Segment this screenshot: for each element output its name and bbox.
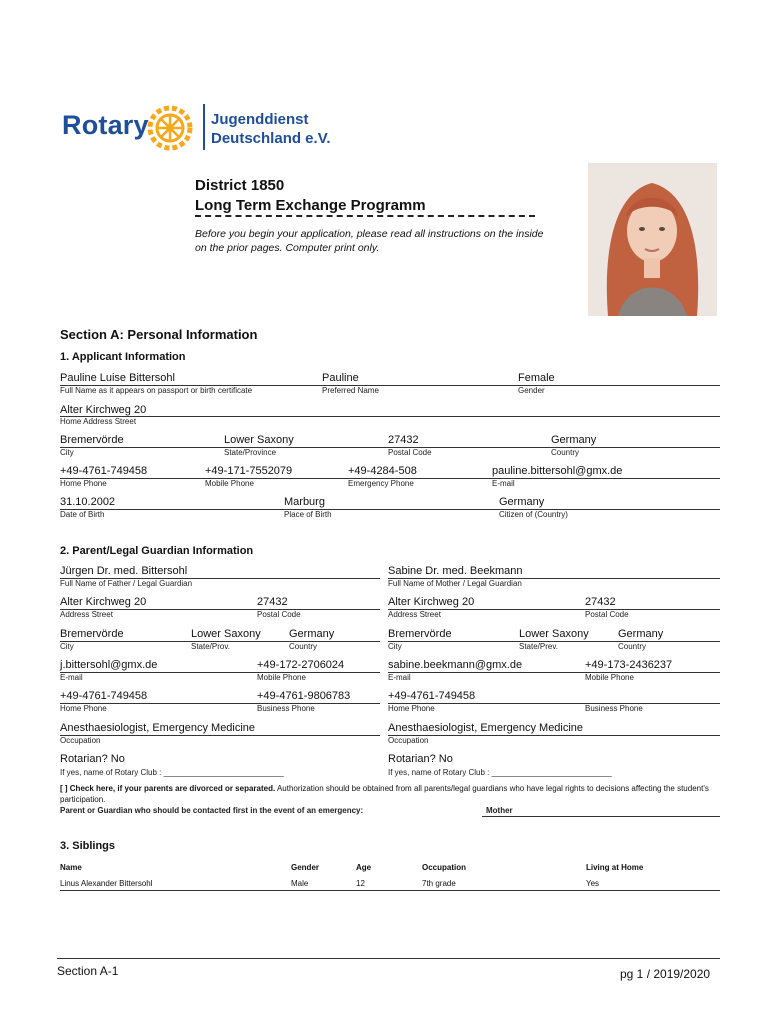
father-business-label: Business Phone	[257, 704, 315, 713]
applicant-mobile: +49-171-7552079	[205, 465, 293, 477]
mother-city: Bremervörde	[388, 628, 452, 640]
siblings-table	[60, 861, 720, 891]
applicant-preferred-name: Pauline	[322, 372, 359, 384]
father-home-phone-label: Home Phone	[60, 704, 107, 713]
postal-label: Postal Code	[388, 448, 432, 457]
applicant-home-phone: +49-4761-749458	[60, 465, 148, 477]
title-divider	[195, 215, 535, 217]
field-line	[388, 735, 720, 736]
emergency-phone-label: Emergency Phone	[348, 479, 414, 488]
divorced-checkbox-text[interactable]: [ ] Check here, if your parents are divorced or separated.	[60, 784, 276, 793]
mother-mobile-label: Mobile Phone	[585, 673, 634, 682]
mother-city-label: City	[388, 642, 402, 651]
mother-state-label: State/Prev.	[519, 642, 558, 651]
mother-street-label: Address Street	[388, 610, 441, 619]
applicant-gender: Female	[518, 372, 555, 384]
father-name: Jürgen Dr. med. Bittersohl	[60, 565, 188, 577]
home-phone-label: Home Phone	[60, 479, 107, 488]
guardian-heading: 2. Parent/Legal Guardian Information	[60, 545, 254, 557]
field-line	[60, 416, 720, 417]
applicant-emergency-phone: +49-4284-508	[348, 465, 417, 477]
sibling-living-at-home: Yes	[586, 874, 720, 891]
state-label: State/Province	[224, 448, 277, 457]
divorced-note	[60, 783, 720, 805]
applicant-heading: 1. Applicant Information	[60, 351, 186, 363]
mother-email: sabine.beekmann@gmx.de	[388, 659, 523, 671]
gender-label: Gender	[518, 386, 545, 395]
field-line	[60, 703, 380, 704]
city-label: City	[60, 448, 74, 457]
col-living: Living at Home	[586, 863, 644, 872]
divorced-note-rest: Authorization should be obtained from all parents/legal guardians who have legal rights to decisions affecting the student's participation.	[60, 784, 709, 804]
logo-subtitle	[211, 110, 331, 148]
col-age: Age	[356, 863, 372, 872]
mother-occupation-label: Occupation	[388, 736, 429, 745]
intro-line1: Before you begin your application, please read all instructions on the inside	[195, 228, 544, 240]
father-street-label: Address Street	[60, 610, 113, 619]
applicant-postal: 27432	[388, 434, 419, 446]
pob-label: Place of Birth	[284, 510, 332, 519]
rotary-logo-text: Rotary	[62, 110, 149, 140]
mother-postal: 27432	[585, 596, 616, 608]
father-postal: 27432	[257, 596, 288, 608]
emergency-contact-value: Mother	[486, 806, 513, 815]
col-occupation: Occupation	[422, 863, 467, 872]
footer-divider	[57, 958, 720, 959]
footer-page: pg 1 / 2019/2020	[620, 967, 711, 981]
full-name-label: Full Name as it appears on passport or birth certificate	[60, 386, 253, 395]
district-title: District 1850	[195, 177, 285, 194]
father-club-label: If yes, name of Rotary Club : ___________________________	[60, 768, 284, 777]
father-postal-label: Postal Code	[257, 610, 301, 619]
applicant-full-name: Pauline Luise Bittersohl	[60, 372, 175, 384]
country-label: Country	[551, 448, 580, 457]
field-line	[60, 735, 380, 736]
sibling-occupation: 7th grade	[422, 874, 586, 891]
sibling-name: Linus Alexander Bittersohl	[60, 874, 291, 891]
field-line	[482, 816, 720, 817]
mother-country-label: Country	[618, 642, 647, 651]
mother-rotarian: Rotarian? No	[388, 753, 453, 765]
mother-email-label: E-mail	[388, 673, 411, 682]
applicant-photo	[588, 163, 717, 316]
street-label: Home Address Street	[60, 417, 137, 426]
applicant-state: Lower Saxony	[224, 434, 294, 446]
field-line	[388, 703, 720, 704]
applicant-country: Germany	[551, 434, 597, 446]
email-label: E-mail	[492, 479, 515, 488]
rotary-wheel-icon	[146, 104, 194, 152]
father-country: Germany	[289, 628, 335, 640]
mother-home-phone: +49-4761-749458	[388, 690, 476, 702]
logo-subtitle-line2: Deutschland e.V.	[211, 130, 331, 147]
father-home-phone: +49-4761-749458	[60, 690, 148, 702]
document-title	[195, 176, 426, 216]
mother-country: Germany	[618, 628, 664, 640]
table-row	[60, 874, 720, 891]
mother-business-label: Business Phone	[585, 704, 643, 713]
applicant-street: Alter Kirchweg 20	[60, 404, 147, 416]
siblings-heading: 3. Siblings	[60, 840, 116, 852]
program-title: Long Term Exchange Programm	[195, 197, 426, 214]
footer-section: Section A-1	[57, 964, 119, 978]
father-business-phone: +49-4761-9806783	[257, 690, 351, 702]
preferred-name-label: Preferred Name	[322, 386, 379, 395]
col-name: Name	[60, 863, 82, 872]
applicant-dob: 31.10.2002	[60, 496, 116, 508]
father-city: Bremervörde	[60, 628, 124, 640]
col-gender: Gender	[291, 863, 320, 872]
father-mobile: +49-172-2706024	[257, 659, 345, 671]
field-line	[60, 509, 720, 510]
father-country-label: Country	[289, 642, 318, 651]
father-street: Alter Kirchweg 20	[60, 596, 147, 608]
mother-name: Sabine Dr. med. Beekmann	[388, 565, 523, 577]
father-name-label: Full Name of Father / Legal Guardian	[60, 579, 193, 588]
mother-occupation: Anesthaesiologist, Emergency Medicine	[388, 722, 584, 734]
father-city-label: City	[60, 642, 74, 651]
father-occupation-label: Occupation	[60, 736, 101, 745]
father-email-label: E-mail	[60, 673, 83, 682]
mother-street: Alter Kirchweg 20	[388, 596, 475, 608]
mother-state: Lower Saxony	[519, 628, 589, 640]
father-occupation: Anesthaesiologist, Emergency Medicine	[60, 722, 256, 734]
dob-label: Date of Birth	[60, 510, 105, 519]
applicant-pob: Marburg	[284, 496, 325, 508]
sibling-gender: Male	[291, 874, 356, 891]
father-state: Lower Saxony	[191, 628, 261, 640]
applicant-email: pauline.bittersohl@gmx.de	[492, 465, 623, 477]
father-email: j.bittersohl@gmx.de	[60, 659, 158, 671]
intro-line2: on the prior pages. Computer print only.	[195, 242, 380, 254]
mother-postal-label: Postal Code	[585, 610, 629, 619]
portrait-illustration	[588, 163, 717, 316]
father-state-label: State/Prov.	[191, 642, 230, 651]
applicant-city: Bremervörde	[60, 434, 124, 446]
siblings-header-row	[60, 861, 720, 874]
section-a-title: Section A: Personal Information	[60, 327, 258, 342]
mother-mobile: +49-173-2436237	[585, 659, 673, 671]
logo-subtitle-line1: Jugenddienst	[211, 111, 309, 128]
field-line	[60, 672, 380, 673]
sibling-age: 12	[356, 874, 422, 891]
father-rotarian: Rotarian? No	[60, 753, 125, 765]
mother-name-label: Full Name of Mother / Legal Guardian	[388, 579, 522, 588]
father-mobile-label: Mobile Phone	[257, 673, 306, 682]
intro-text	[195, 227, 585, 255]
applicant-citizen: Germany	[499, 496, 545, 508]
logo-separator	[203, 104, 205, 150]
field-line	[388, 672, 720, 673]
citizen-label: Citizen of (Country)	[499, 510, 568, 519]
emergency-contact-label: Parent or Guardian who should be contacted first in the event of an emergency:	[60, 806, 364, 815]
mother-home-phone-label: Home Phone	[388, 704, 435, 713]
mother-club-label: If yes, name of Rotary Club : ___________________________	[388, 768, 612, 777]
mobile-label: Mobile Phone	[205, 479, 254, 488]
